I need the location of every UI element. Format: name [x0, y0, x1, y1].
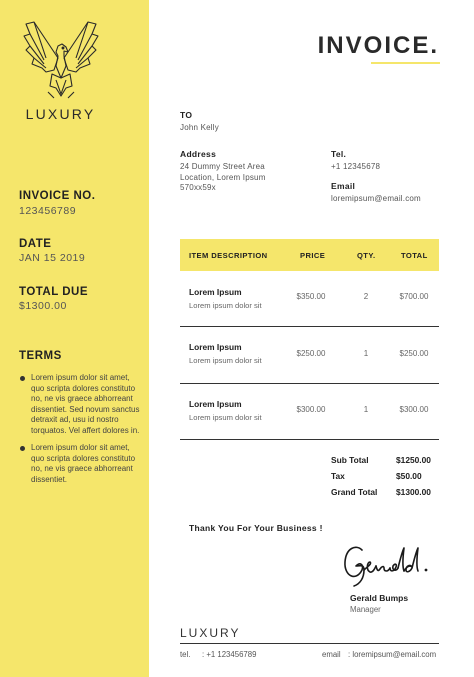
item-price: $350.00 — [296, 292, 326, 301]
eagle-icon — [20, 18, 102, 103]
item-description: Lorem ipsum dolor sit — [189, 356, 262, 365]
item-qty: 1 — [363, 349, 369, 358]
item-total: $250.00 — [399, 349, 429, 358]
total-due-value: $1300.00 — [19, 300, 67, 312]
item-price: $250.00 — [296, 349, 326, 358]
bullet-dot-icon — [20, 376, 25, 381]
item-name: Lorem Ipsum — [189, 342, 242, 352]
signer-role: Manager — [350, 605, 381, 614]
item-price: $300.00 — [296, 405, 326, 414]
email-value: loremipsum@email.com — [331, 194, 421, 203]
to-label: TO — [180, 110, 193, 120]
signer-name: Gerald Bumps — [350, 593, 409, 603]
grand-total-label: Grand Total — [331, 487, 378, 497]
subtotal-value: $1250.00 — [396, 455, 431, 465]
terms-list — [19, 373, 141, 492]
terms-text: Lorem ipsum dolor sit amet, quo scripta dolores constituto no, ne vis graece abhorreant dissentiet. — [31, 443, 136, 484]
tel-label: Tel. — [331, 149, 347, 159]
tax-value: $50.00 — [396, 471, 422, 481]
footer-tel: : +1 123456789 — [202, 650, 257, 659]
footer-email-label: email — [322, 650, 341, 659]
invoice-title: INVOICE. — [317, 32, 439, 59]
header-item-description: ITEM DESCRIPTION — [189, 251, 268, 260]
brand-name: LUXURY — [25, 106, 96, 122]
terms-item — [19, 443, 141, 485]
footer-tel-label: tel. — [180, 650, 191, 659]
terms-item — [19, 373, 141, 436]
item-total: $300.00 — [399, 405, 429, 414]
row-divider — [180, 326, 439, 327]
address-label: Address — [180, 149, 217, 159]
invoice-number-label: INVOICE NO. — [19, 190, 96, 202]
date-label: DATE — [19, 238, 52, 250]
sidebar — [0, 0, 149, 677]
item-name: Lorem Ipsum — [189, 287, 242, 297]
footer-email: : loremipsum@email.com — [348, 650, 437, 659]
client-name: John Kelly — [180, 123, 219, 132]
footer-divider — [180, 643, 439, 644]
item-name: Lorem Ipsum — [189, 399, 242, 409]
row-divider — [180, 383, 439, 384]
item-total: $700.00 — [399, 292, 429, 301]
total-due-label: TOTAL DUE — [19, 286, 89, 298]
item-description: Lorem ipsum dolor sit — [189, 413, 262, 422]
invoice-date: JAN 15 2019 — [19, 252, 86, 264]
grand-total-value: $1300.00 — [396, 487, 431, 497]
terms-text: Lorem ipsum dolor sit amet, quo scripta dolores constituto no, ne vis graece abhorreant dissentiet. Sed novum sanctus detraxit ad, usu id nostro torquatos. Vel affert dolores in. — [31, 373, 140, 435]
thank-you-message: Thank You For Your Business ! — [189, 523, 323, 533]
invoice-number: 123456789 — [19, 205, 77, 217]
tax-label: Tax — [331, 471, 345, 481]
header-qty: QTY. — [357, 251, 376, 260]
terms-label: TERMS — [19, 350, 62, 362]
row-divider — [180, 439, 439, 440]
item-qty: 2 — [363, 292, 369, 301]
item-description: Lorem ipsum dolor sit — [189, 301, 262, 310]
address-line-2: Location, Lorem Ipsum — [180, 172, 266, 182]
item-qty: 1 — [363, 405, 369, 414]
signature — [340, 540, 435, 588]
address-line-3: 570xx59x — [180, 183, 216, 192]
signature-dot — [425, 569, 428, 572]
email-label: Email — [331, 181, 356, 191]
title-underline — [371, 62, 440, 64]
header-price: PRICE — [300, 251, 326, 260]
tel-value: +1 12345678 — [331, 162, 381, 171]
footer-brand: LUXURY — [180, 626, 241, 640]
table-header — [180, 239, 439, 271]
bullet-dot-icon — [20, 446, 25, 451]
subtotal-label: Sub Total — [331, 455, 369, 465]
address-line-1: 24 Dummy Street Area — [180, 162, 265, 171]
header-total: TOTAL — [401, 251, 428, 260]
